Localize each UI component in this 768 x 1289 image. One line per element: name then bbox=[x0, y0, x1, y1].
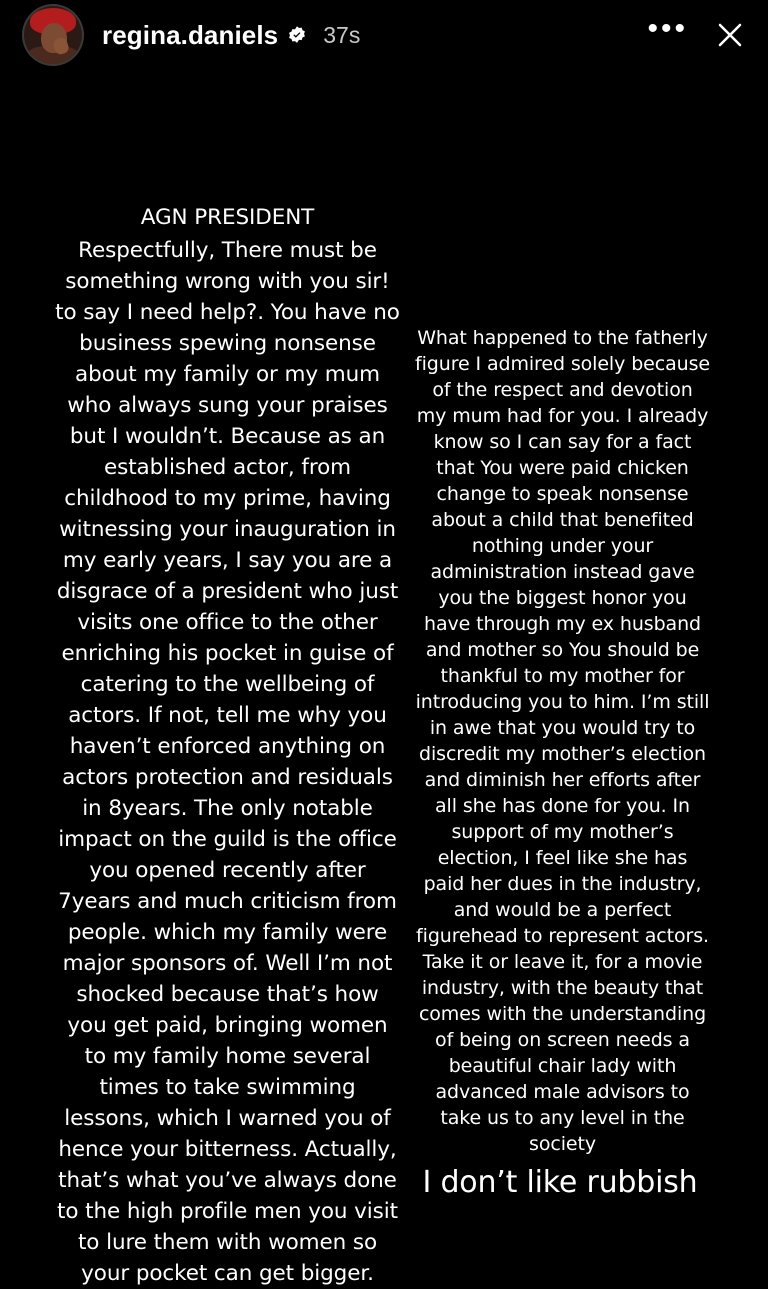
story-timestamp: 37s bbox=[323, 21, 361, 48]
story-text-right: What happened to the fatherly figure I admired solely because of the respect and devotion my mum had for you. I already know so I can say for a fact that You were paid chicken change to speak nonsense about a child that benefited nothing under your administration instead gave you the biggest honor you have through my ex husband and mother so You should be thankful to my mother for introducing you to him. I’m still in awe that you would try to discredit my mother’s election and diminish her efforts after all she has done for you. In support of my mother’s election, I feel like she has paid her dues in the industry, and would be a perfect figurehead to represent actors. Take it or leave it, for a movie industry, with the beauty that comes with the understanding of being on screen needs a beautiful chair lady with advanced male advisors to take us to any level in the society bbox=[415, 327, 710, 1155]
story-content bbox=[0, 70, 768, 1286]
verified-badge-icon bbox=[287, 25, 307, 45]
header-actions bbox=[647, 12, 746, 51]
avatar-image bbox=[24, 6, 82, 64]
story-text-left bbox=[55, 202, 400, 1289]
more-options-icon[interactable]: ••• bbox=[647, 12, 688, 45]
story-text-left-body: Respectfully, There must be something wrong with you sir! to say I need help?. You have no business spewing nonsense about my family or my mum who always sung your praises but I wouldn’t. Because as an established actor, from childhood to my prime, having witnessing your inauguration in my early years, I say you are a disgrace of a president who just visits one office to the other enriching his pocket in guise of catering to the wellbeing of actors. If not, tell me why you haven’t enforced anything on actors protection and residuals in 8years. The only notable impact on the guild is the office you opened recently after 7years and much criticism from people. which my family were major sponsors of. Well I’m not shocked because that’s how you get paid, bringing women to my family home several times to take swimming lessons, which I warned you of hence your bitterness. Actually, that’s what you’ve always done to the high profile men you visit to lure them with women so your pocket can get bigger. bbox=[55, 238, 400, 1286]
story-caption: I don’t like rubbish bbox=[422, 1165, 698, 1200]
story-text-heading: AGN PRESIDENT bbox=[140, 205, 315, 230]
close-icon[interactable] bbox=[714, 19, 746, 51]
username-label: regina.daniels bbox=[102, 19, 279, 50]
avatar[interactable] bbox=[22, 4, 84, 66]
story-header bbox=[0, 0, 768, 70]
story-author[interactable] bbox=[102, 20, 647, 51]
